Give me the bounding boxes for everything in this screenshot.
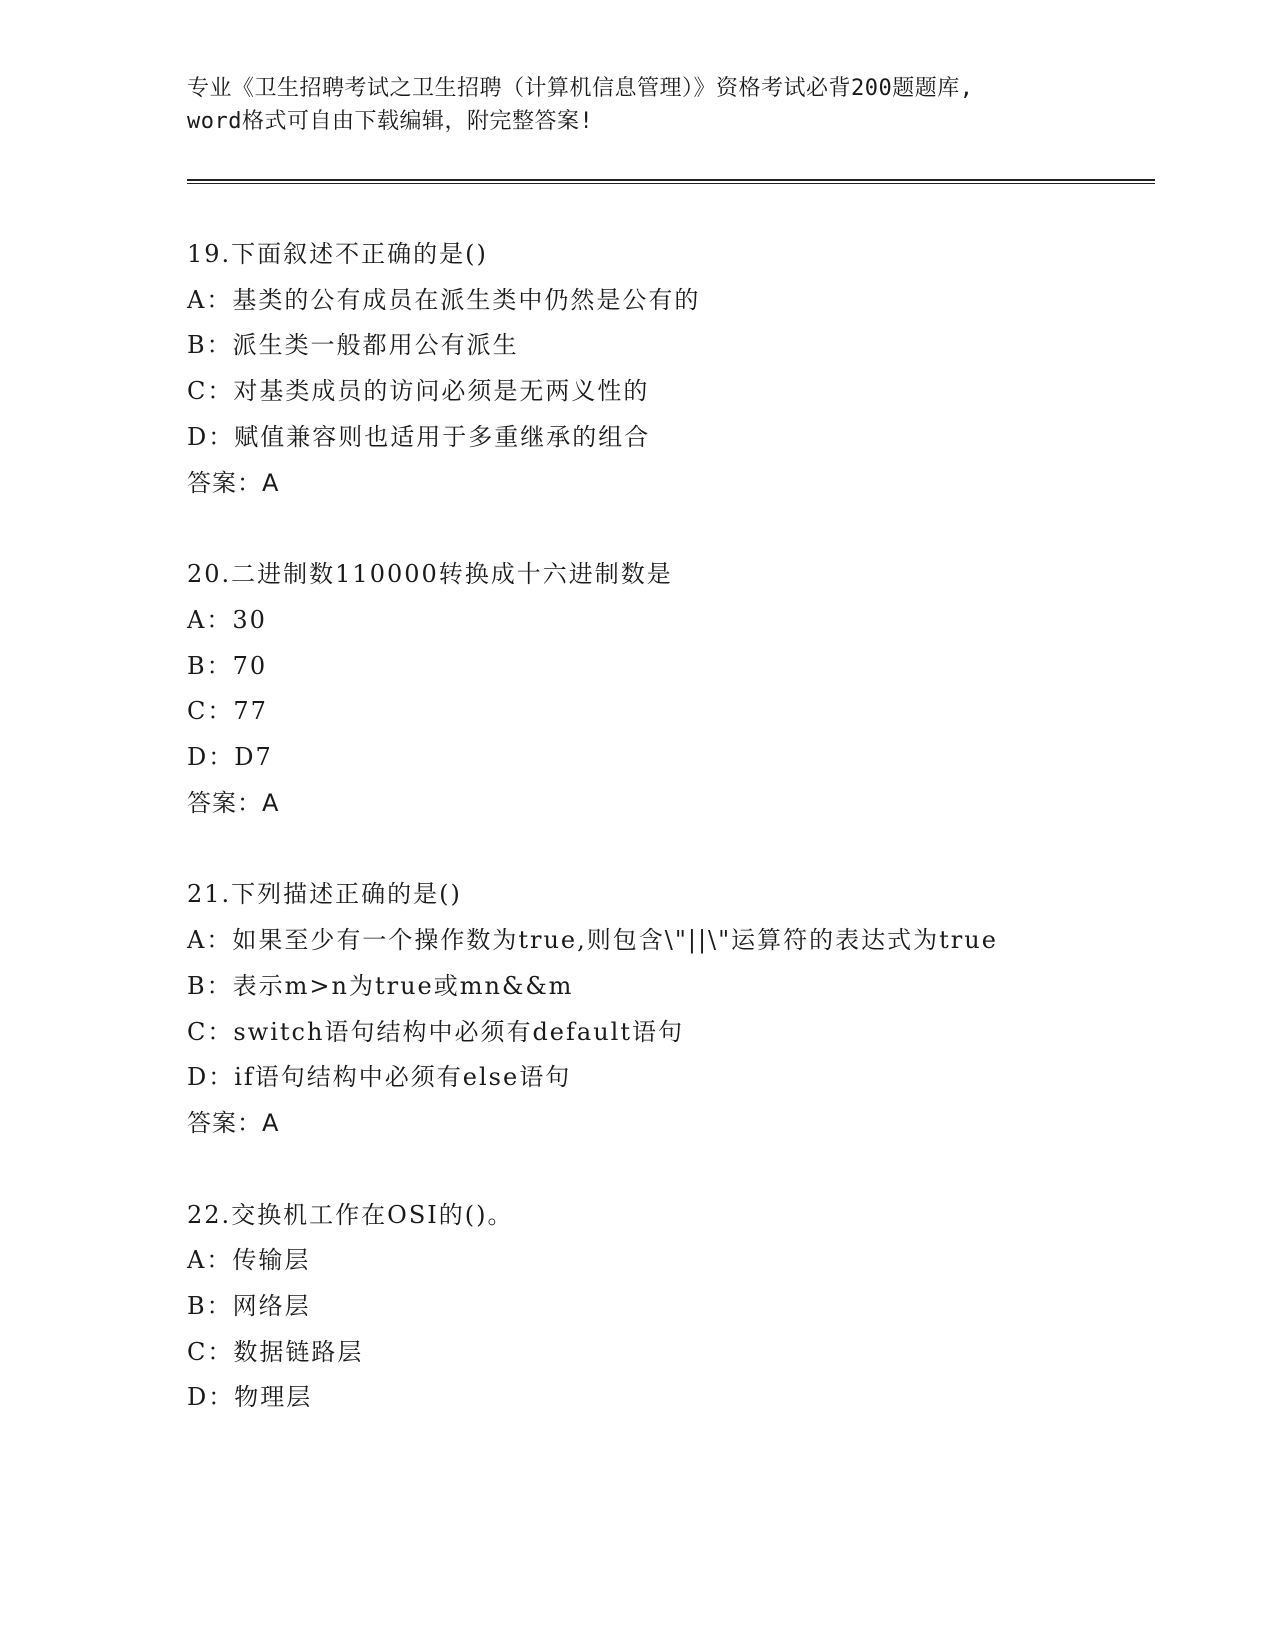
document-header <box>187 72 1087 138</box>
question-21 <box>187 872 1107 1146</box>
option-c: C：对基类成员的访问必须是无两义性的 <box>187 377 650 406</box>
option-a: A：传输层 <box>187 1246 311 1275</box>
answer-line: 答案：A <box>187 468 280 497</box>
option-d: D：物理层 <box>187 1383 313 1412</box>
question-22 <box>187 1193 1107 1422</box>
question-stem: 19.下面叙述不正确的是() <box>187 240 488 268</box>
question-list <box>187 232 1107 1467</box>
header-title-line-1: 专业《卫生招聘考试之卫生招聘（计算机信息管理）》资格考试必背200题题库, <box>187 76 974 101</box>
option-d: D：if语句结构中必须有else语句 <box>187 1063 572 1092</box>
option-a: A：30 <box>187 605 267 634</box>
option-b: B：表示m>n为true或mn&&m <box>187 971 574 1000</box>
option-d: D：D7 <box>187 743 273 772</box>
option-b: B：70 <box>187 651 268 680</box>
option-c: C：数据链路层 <box>187 1337 364 1366</box>
option-b: B：派生类一般都用公有派生 <box>187 331 519 360</box>
header-divider <box>187 179 1155 184</box>
option-c: C：switch语句结构中必须有default语句 <box>187 1017 684 1046</box>
header-title-line-2: word格式可自由下载编辑，附完整答案! <box>187 109 594 134</box>
answer-line: 答案：A <box>187 788 280 817</box>
option-d: D：赋值兼容则也适用于多重继承的组合 <box>187 422 651 451</box>
question-stem: 21.下列描述正确的是() <box>187 880 462 909</box>
answer-line: 答案：A <box>187 1108 280 1137</box>
question-stem: 22.交换机工作在OSI的()。 <box>187 1200 514 1229</box>
option-a: A：基类的公有成员在派生类中仍然是公有的 <box>187 285 701 314</box>
option-a: A：如果至少有一个操作数为true,则包含\"||\"运算符的表达式为true <box>187 926 998 955</box>
question-20 <box>187 552 1107 826</box>
question-19 <box>187 232 1107 506</box>
option-c: C：77 <box>187 697 268 726</box>
question-stem: 20.二进制数110000转换成十六进制数是 <box>187 560 673 589</box>
option-b: B：网络层 <box>187 1292 311 1321</box>
